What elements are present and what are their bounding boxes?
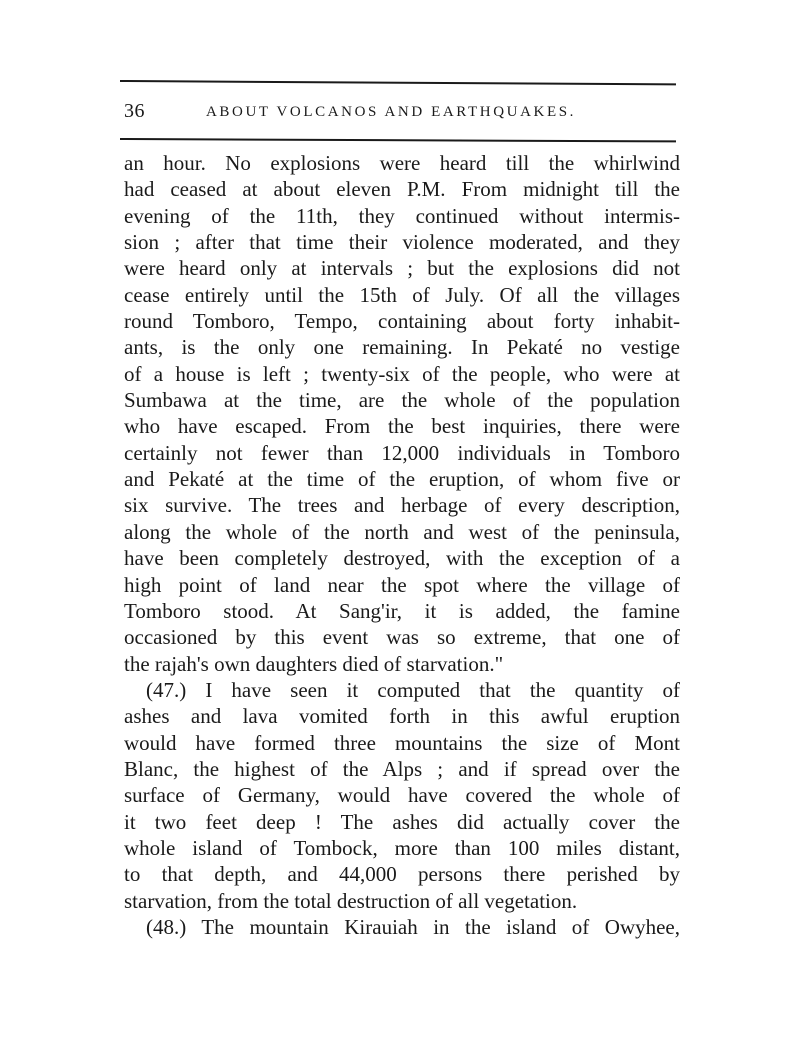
paragraph-end-line: starvation, from the total destruction of all vegetation.: [124, 888, 578, 913]
text-line: round Tomboro, Tempo, containing about forty inhabit-: [124, 309, 680, 334]
text-line: and Pekaté at the time of the eruption, of whom five or: [124, 467, 680, 492]
text-line: ants, is the only one remaining. In Pekaté no vestige: [124, 335, 680, 360]
text-line: who have escaped. From the best inquiries, there were: [124, 414, 680, 439]
text-line: Blanc, the highest of the Alps ; and if spread over the: [124, 756, 680, 781]
text-line: occasioned by this event was so extreme, that one of: [124, 625, 680, 650]
header-rule: [120, 138, 676, 142]
text-line: to that depth, and 44,000 persons there perished by: [124, 862, 680, 887]
text-line: an hour. No explosions were heard till the whirlwind: [124, 151, 680, 175]
paragraph-47-start: (47.) I have seen it computed that the quantity of: [146, 677, 680, 702]
text-line: whole island of Tombock, more than 100 miles distant,: [124, 835, 680, 860]
text-line: were heard only at intervals ; but the explosions did not: [124, 256, 680, 281]
body-text: [124, 150, 680, 940]
text-line: have been completely destroyed, with the exception of a: [124, 546, 680, 571]
page-header: [124, 100, 676, 126]
text-line: Sumbawa at the time, are the whole of the population: [124, 388, 680, 413]
text-line: cease entirely until the 15th of July. Of all the villages: [124, 282, 680, 307]
text-line: along the whole of the north and west of the peninsula,: [124, 519, 680, 544]
text-line: ashes and lava vomited forth in this awful eruption: [124, 704, 680, 729]
text-line: had ceased at about eleven P.M. From midnight till the: [124, 177, 680, 202]
text-line: surface of Germany, would have covered the whole of: [124, 783, 680, 808]
running-head: ABOUT VOLCANOS AND EARTHQUAKES.: [206, 104, 576, 120]
paragraph-end-line: the rajah's own daughters died of starvation.": [124, 651, 504, 676]
top-rule: [120, 80, 676, 85]
page-number: 36: [124, 100, 145, 122]
text-line: high point of land near the spot where the village of: [124, 572, 680, 597]
text-line: would have formed three mountains the size of Mont: [124, 730, 680, 755]
text-line: evening of the 11th, they continued without intermis-: [124, 203, 680, 228]
text-line: of a house is left ; twenty-six of the people, who were at: [124, 361, 680, 386]
paragraph-48-start: (48.) The mountain Kirauiah in the island of Owyhee,: [146, 914, 680, 939]
text-line: sion ; after that time their violence moderated, and they: [124, 230, 680, 255]
text-line: certainly not fewer than 12,000 individuals in Tomboro: [124, 440, 680, 465]
text-line: it two feet deep ! The ashes did actually cover the: [124, 809, 680, 834]
text-line: Tomboro stood. At Sang'ir, it is added, the famine: [124, 598, 680, 623]
text-line: six survive. The trees and herbage of every description,: [124, 493, 680, 518]
